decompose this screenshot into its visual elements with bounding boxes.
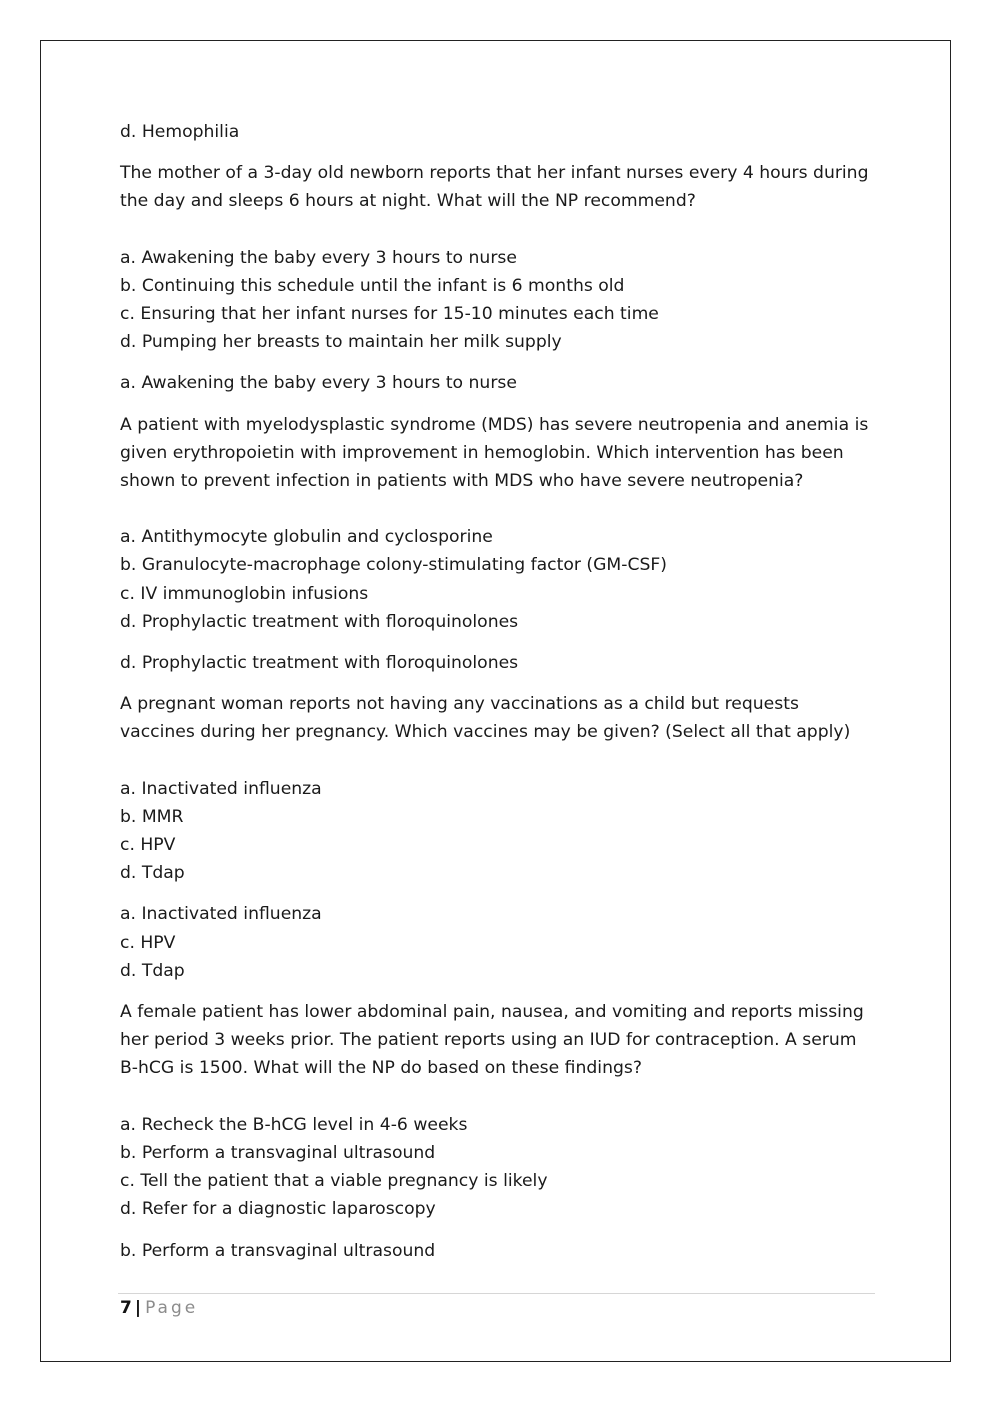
option-item: c. Ensuring that her infant nurses for 15-10 minutes each time xyxy=(120,304,659,325)
option-item: b. Perform a transvaginal ultrasound xyxy=(120,1142,436,1163)
option-item: c. Tell the patient that a viable pregnancy is likely xyxy=(120,1171,548,1192)
answer-list xyxy=(120,649,876,677)
option-list xyxy=(120,523,876,636)
question-block-2 xyxy=(120,411,876,678)
question-text: A patient with myelodysplastic syndrome (MDS) has severe neutropenia and anemia is given erythropoietin with improvement in hemoglobin. Which intervention has been shown to prevent infection in patients with MDS who have severe neutropenia? xyxy=(120,414,869,492)
option-item: d. Tdap xyxy=(120,863,185,884)
option-item: a. Recheck the B-hCG level in 4-6 weeks xyxy=(120,1114,468,1135)
option-item: a. Awakening the baby every 3 hours to nurse xyxy=(120,247,517,268)
question-text: A female patient has lower abdominal pain, nausea, and vomiting and reports missing her period 3 weeks prior. The patient reports using an IUD for contraception. A serum B-hCG is 1500. What will the NP do based on these findings? xyxy=(120,1002,864,1079)
option-item: d. Prophylactic treatment with floroquinolones xyxy=(120,611,519,632)
question-block-1 xyxy=(120,159,876,397)
answer-item: d. Tdap xyxy=(120,960,185,981)
option-item: c. IV immunoglobin infusions xyxy=(120,583,369,604)
question-text: A pregnant woman reports not having any vaccinations as a child but requests vaccines during her pregnancy. Which vaccines may be given? (Select all that apply) xyxy=(120,694,851,743)
page-number: 7 xyxy=(120,1298,132,1318)
option-item: d. Refer for a diagnostic laparoscopy xyxy=(120,1199,436,1220)
option-item: d. Pumping her breasts to maintain her milk supply xyxy=(120,332,562,353)
option-item: b. Granulocyte-macrophage colony-stimulating factor (GM-CSF) xyxy=(120,555,667,576)
option-item: c. HPV xyxy=(120,835,176,856)
option-list xyxy=(120,1111,876,1224)
answer-list xyxy=(120,900,876,985)
option-item: b. Continuing this schedule until the infant is 6 months old xyxy=(120,275,625,296)
answer-list xyxy=(120,369,876,397)
option-list xyxy=(120,775,876,888)
option-item: a. Antithymocyte globulin and cyclosporine xyxy=(120,527,493,548)
question-block-4 xyxy=(120,998,876,1265)
page-label: Page xyxy=(145,1298,199,1318)
answer-item: b. Perform a transvaginal ultrasound xyxy=(120,1240,436,1261)
page-separator: | xyxy=(134,1298,142,1318)
document-body xyxy=(120,118,876,1278)
lead-answer: d. Hemophilia xyxy=(120,122,240,142)
footer-divider xyxy=(118,1293,875,1294)
question-text: The mother of a 3-day old newborn reports that her infant nurses every 4 hours during the day and sleeps 6 hours at night. What will the NP recommend? xyxy=(120,163,869,212)
answer-item: a. Awakening the baby every 3 hours to nurse xyxy=(120,373,517,394)
answer-list xyxy=(120,1237,876,1265)
option-item: a. Inactivated influenza xyxy=(120,778,322,799)
option-item: b. MMR xyxy=(120,806,184,827)
page-footer xyxy=(120,1296,198,1320)
option-list xyxy=(120,244,876,357)
answer-item: c. HPV xyxy=(120,932,176,953)
answer-item: a. Inactivated influenza xyxy=(120,904,322,925)
answer-item: d. Prophylactic treatment with floroquinolones xyxy=(120,653,519,674)
question-block-3 xyxy=(120,690,876,985)
